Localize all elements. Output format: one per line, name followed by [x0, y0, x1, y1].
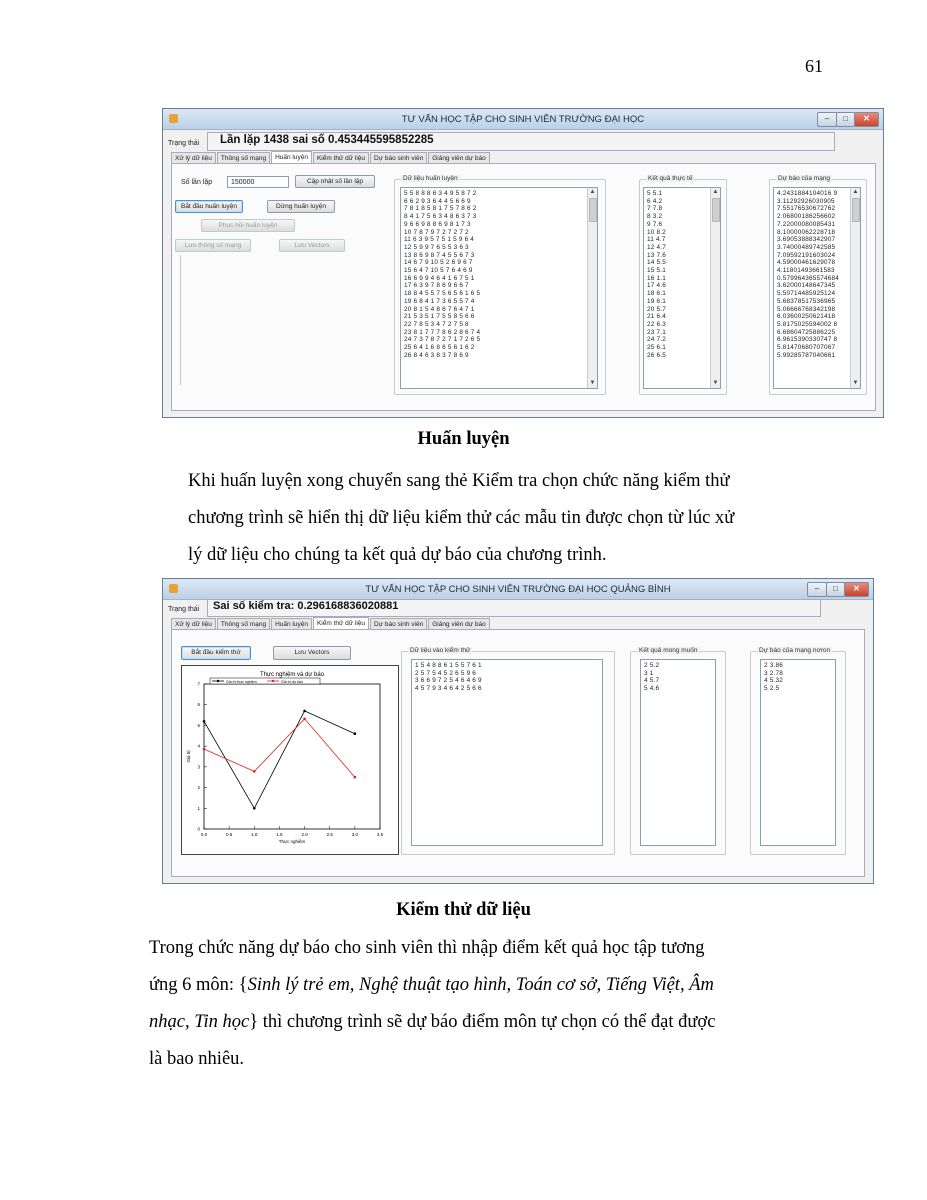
- minimize-icon[interactable]: –: [807, 582, 827, 597]
- actual-item: 24 7.2: [647, 336, 666, 344]
- forecast-item: 2.06800186256602: [777, 213, 836, 221]
- forecast-item: 6.68604725886225: [777, 328, 836, 336]
- status-label: Trạng thái: [168, 606, 200, 613]
- close-icon[interactable]: ✕: [844, 582, 869, 597]
- train-data-item: 22 7 8 5 3 4 7 2 7 5 8: [404, 320, 469, 328]
- neural-item: 3 2.78: [764, 669, 783, 677]
- train-data-item: 20 8 1 5 4 8 6 7 6 4 7 1: [404, 305, 475, 313]
- test-input-list[interactable]: [411, 659, 603, 846]
- actual-item: 16 1.1: [647, 274, 666, 282]
- plot-area: [204, 684, 380, 829]
- tab-training[interactable]: Huấn luyện: [271, 618, 312, 630]
- forecast-label: Dự báo của mạng: [778, 175, 831, 182]
- x-tick-label: 1.5: [276, 832, 283, 837]
- forecast-item: 5.50714485925124: [777, 290, 836, 298]
- forecast-item: 4.11801493661583: [777, 267, 835, 275]
- data-point: [203, 720, 206, 723]
- paragraph-2-line-2-a: ứng 6 môn: {: [149, 975, 248, 995]
- train-data-item: 17 6 3 9 7 8 6 9 6 6 7: [404, 282, 469, 290]
- y-tick-label: 7: [197, 681, 200, 687]
- tab-test-data[interactable]: Kiểm thử dữ liệu: [313, 617, 369, 630]
- scroll-up-icon[interactable]: ▲: [852, 189, 859, 195]
- forecast-item: 7.22000080085431: [777, 220, 836, 228]
- start-training-button[interactable]: Bắt đầu huấn luyện: [175, 200, 243, 213]
- update-iter-button[interactable]: Cập nhật số lần lặp: [295, 175, 375, 188]
- y-tick-label: 1: [197, 805, 200, 811]
- training-window: [162, 108, 884, 418]
- test-input-item: 4 5 7 9 3 4 6 4 2 5 6 6: [415, 685, 482, 693]
- iter-label: Số lần lặp: [181, 179, 213, 186]
- paragraph-2-line-1: Trong chức năng dự báo cho sinh viên thì nhập điểm kết quả học tập tương: [149, 938, 705, 958]
- forecast-item: 7.09592191603024: [777, 251, 836, 259]
- scroll-thumb[interactable]: [712, 198, 720, 222]
- train-data-item: 24 7 3 7 8 7 2 7 1 7 2 6 5: [404, 336, 481, 344]
- x-tick-label: 3.0: [351, 832, 358, 837]
- expected-list[interactable]: [640, 659, 716, 846]
- forecast-item: 5.68378517536965: [777, 297, 836, 305]
- actual-item: 17 4.6: [647, 282, 666, 290]
- data-point: [303, 718, 306, 721]
- scrollbar[interactable]: [850, 188, 860, 388]
- legend-marker: [217, 680, 219, 682]
- x-tick-label: 0.0: [200, 832, 208, 837]
- line-chart: [182, 666, 398, 854]
- actual-item: 6 4.2: [647, 197, 663, 205]
- actual-item: 11 4.7: [647, 236, 666, 244]
- scrollbar[interactable]: [587, 188, 597, 388]
- actual-item: 20 5.7: [647, 305, 666, 313]
- actual-item: 22 6.3: [647, 320, 666, 328]
- chart-title: Thực nghiệm và dự báo: [259, 672, 325, 678]
- neural-lines: [761, 660, 835, 693]
- forecast-item: 6.9615390330747 8: [777, 336, 838, 344]
- forecast-item: 7.55176530672762: [777, 205, 836, 213]
- test-input-label: Dữ liệu vào kiểm thử: [410, 647, 471, 654]
- expected-lines: [641, 660, 715, 693]
- tab-student-forecast[interactable]: Dự báo sinh viên: [370, 152, 427, 164]
- actual-item: 8 3.2: [647, 213, 663, 221]
- train-data-item: 8 4 1 7 5 6 3 4 8 6 3 7 3: [404, 213, 477, 221]
- forecast-item: 3.11292926030905: [777, 197, 835, 205]
- scroll-down-icon[interactable]: ▼: [589, 380, 596, 386]
- train-data-item: 26 8 4 6 3 8 3 7 8 6 9: [404, 351, 469, 359]
- data-point: [303, 710, 306, 713]
- forecast-item: 6.03600250621418: [777, 313, 836, 321]
- save-params-button[interactable]: Lưu thông số mạng: [175, 239, 251, 252]
- actual-label: Kết quả thực tế: [648, 175, 693, 182]
- forecast-item: 5.06666768342198: [777, 305, 836, 313]
- test-input-lines: [412, 660, 602, 693]
- title-bar: [163, 579, 873, 600]
- paragraph-1-line-2: chương trình sẽ hiển thị dữ liệu kiểm thử các mẫu tin được chọn từ lúc xử: [188, 508, 735, 528]
- forecast-lines: [774, 188, 860, 359]
- neural-label: Dự báo của mạng nơron: [759, 647, 831, 654]
- train-data-item: 13 8 6 9 8 7 4 5 5 6 7 3: [404, 251, 475, 259]
- train-data-item: 9 6 6 9 8 8 6 9 8 1 7 3: [404, 220, 471, 228]
- actual-item: 10 8.2: [647, 228, 666, 236]
- series-line-1: [204, 719, 355, 777]
- train-data-item: 16 6 9 9 4 6 4 1 6 7 5 1: [404, 274, 475, 282]
- train-data-item: 18 8 4 5 5 7 5 6 5 6 1 6 5: [404, 290, 481, 298]
- train-data-item: 25 6 4 1 6 8 6 5 6 1 6 2: [404, 344, 475, 352]
- actual-item: 13 7.6: [647, 251, 666, 259]
- paragraph-2-line-2: [149, 967, 715, 1004]
- train-data-item: 10 7 8 7 9 7 2 7 2 7 2: [404, 228, 469, 236]
- train-data-item: 5 5 8 8 8 6 3 4 9 5 8 7 2: [404, 190, 477, 197]
- y-tick-label: 3: [197, 764, 200, 770]
- y-tick-label: 0: [197, 826, 200, 832]
- actual-item: 26 6.5: [647, 351, 666, 359]
- tab-lecturer-forecast[interactable]: Giảng viên dự báo: [428, 618, 490, 630]
- paragraph-2: [149, 930, 715, 1078]
- data-point: [203, 748, 206, 751]
- status-text: Lần lặp 1438 sai số 0.453445595852285: [220, 134, 434, 146]
- actual-item: 7 7.8: [647, 205, 663, 213]
- paragraph-1-line-1: Khi huấn luyện xong chuyển sang thẻ Kiểm tra chọn chức năng kiểm thử: [188, 471, 730, 491]
- train-data-item: 14 6 7 9 10 5 2 6 9 6 7: [404, 259, 473, 267]
- subject-list: Sinh lý trẻ em, Nghệ thuật tạo hình, Toán cơ sở, Tiếng Việt, Âm: [247, 975, 714, 995]
- window-title: TƯ VẤN HỌC TẬP CHO SINH VIÊN TRƯỜNG ĐẠI HỌC QUẢNG BÌNH: [365, 584, 671, 595]
- tab-data-processing[interactable]: Xử lý dữ liệu: [171, 152, 216, 164]
- forecast-item: 0.579964365574684: [777, 274, 840, 282]
- save-vectors-button[interactable]: Lưu Vectors: [279, 239, 345, 252]
- data-point: [354, 776, 357, 779]
- actual-lines: [644, 188, 720, 359]
- forecast-item: 5.99285787040661: [777, 351, 836, 359]
- forecast-item: 8.10000062228718: [777, 228, 836, 236]
- forecast-item: 4.59000461629078: [777, 259, 836, 267]
- expected-item: 3 1: [644, 669, 654, 677]
- expected-label: Kết quả mong muốn: [639, 647, 698, 654]
- test-input-item: 3 6 6 9 7 2 5 4 6 4 6 9: [415, 677, 482, 685]
- page-number: 61: [805, 56, 823, 76]
- train-data-item: 11 6 3 9 5 7 5 1 5 9 6 4: [404, 236, 475, 244]
- maximize-icon[interactable]: □: [836, 112, 855, 127]
- status-label: Trạng thái: [168, 140, 200, 147]
- expected-item: 5 4.6: [644, 685, 660, 693]
- x-tick-label: 0.5: [226, 832, 233, 837]
- train-data-label: Dữ liệu huấn luyện: [403, 175, 458, 182]
- subject-list-end: nhạc, Tin học: [149, 1012, 250, 1032]
- maximize-icon[interactable]: □: [826, 582, 845, 597]
- x-axis-label: Thực nghiệm: [278, 839, 306, 844]
- scroll-down-icon[interactable]: ▼: [852, 380, 859, 386]
- paragraph-2-line-4: là bao nhiêu.: [149, 1049, 245, 1069]
- forecast-item: 3.62000148647345: [777, 282, 836, 290]
- tab-training[interactable]: Huấn luyện: [271, 151, 312, 164]
- chart-frame: [181, 665, 399, 855]
- scrollbar[interactable]: [710, 188, 720, 388]
- actual-item: 18 6.1: [647, 290, 666, 298]
- x-tick-label: 3.5: [376, 832, 384, 837]
- actual-item: 5 5.1: [647, 190, 663, 197]
- scroll-down-icon[interactable]: ▼: [712, 380, 719, 386]
- save-vectors-button[interactable]: Lưu Vectors: [273, 646, 351, 660]
- x-tick-label: 2.5: [326, 832, 333, 837]
- neural-item: 2 3.86: [764, 662, 783, 669]
- y-tick-label: 4: [197, 743, 200, 749]
- y-tick-label: 5: [197, 722, 200, 728]
- data-point: [354, 732, 357, 735]
- train-data-item: 7 8 1 8 5 8 1 7 5 7 8 6 2: [404, 205, 477, 213]
- actual-item: 25 6.1: [647, 344, 666, 352]
- y-tick-label: 6: [197, 702, 200, 708]
- forecast-item: 3.69053888342907: [777, 236, 836, 244]
- train-data-item: 6 6 2 9 3 6 4 4 5 6 6 9: [404, 197, 471, 205]
- expected-item: 4 5.7: [644, 677, 660, 685]
- data-point: [253, 807, 256, 810]
- actual-item: 21 6.4: [647, 313, 666, 321]
- forecast-list[interactable]: [773, 187, 861, 389]
- status-text: Sai số kiểm tra: 0.296168836020881: [213, 600, 399, 612]
- scroll-up-icon[interactable]: ▲: [712, 189, 719, 195]
- actual-item: 15 5.1: [647, 267, 666, 275]
- scroll-thumb[interactable]: [852, 198, 860, 222]
- start-test-button[interactable]: Bắt đầu kiểm thử: [181, 646, 251, 660]
- scroll-up-icon[interactable]: ▲: [589, 189, 596, 195]
- data-point: [253, 770, 256, 773]
- paragraph-2-line-3-b: } thì chương trình sẽ dự báo điểm môn tự chọn có thể đạt được: [249, 1012, 716, 1032]
- actual-item: 19 6.1: [647, 297, 666, 305]
- forecast-item: 5.81470680707067: [777, 344, 836, 352]
- testing-window: [162, 578, 874, 884]
- x-tick-label: 2.0: [301, 832, 308, 837]
- scroll-thumb[interactable]: [589, 198, 597, 222]
- train-data-item: 15 6 4 7 10 5 7 6 4 6 9: [404, 267, 473, 275]
- legend-marker: [272, 680, 274, 682]
- test-input-item: 1 5 4 8 8 6 1 5 5 7 6 1: [415, 662, 482, 669]
- legend-label: Giá trị thực nghiệm: [226, 680, 257, 684]
- tab-network-params[interactable]: Thông số mạng: [217, 618, 270, 630]
- actual-item: 14 5.5: [647, 259, 666, 267]
- restore-training-button[interactable]: Phục hồi huấn luyện: [201, 219, 295, 232]
- tab-student-forecast[interactable]: Dự báo sinh viên: [370, 618, 427, 630]
- forecast-item: 3.74000489742585: [777, 243, 836, 251]
- iter-input[interactable]: 150000: [227, 176, 289, 188]
- neural-item: 4 5.32: [764, 677, 783, 685]
- neural-item: 5 2.5: [764, 685, 780, 693]
- paragraph-1-line-3: lý dữ liệu cho chúng ta kết quả dự báo của chương trình.: [188, 545, 607, 565]
- caption-testing: Kiểm thử dữ liệu: [396, 900, 531, 920]
- close-icon[interactable]: ✕: [854, 112, 879, 127]
- actual-item: 9 7.6: [647, 220, 663, 228]
- window-title: TƯ VẤN HỌC TẬP CHO SINH VIÊN TRƯỜNG ĐẠI HỌC: [401, 114, 645, 125]
- vertical-divider: [180, 255, 181, 385]
- forecast-item: 5.8175025594002 8: [777, 320, 838, 328]
- actual-item: 23 7.1: [647, 328, 666, 336]
- tab-data-processing[interactable]: Xử lý dữ liệu: [171, 618, 216, 630]
- tab-lecturer-forecast[interactable]: Giảng viên dự báo: [428, 152, 490, 164]
- expected-item: 2 5.2: [644, 662, 660, 669]
- neural-list[interactable]: [760, 659, 836, 846]
- actual-item: 12 4.7: [647, 243, 666, 251]
- stop-training-button[interactable]: Dừng huấn luyện: [267, 200, 335, 213]
- train-data-lines: [401, 188, 597, 359]
- series-line-0: [204, 711, 355, 808]
- train-data-item: 19 6 8 4 1 7 3 6 5 5 7 4: [404, 297, 475, 305]
- train-data-item: 23 8 1 7 7 7 8 6 2 8 6 7 4: [404, 328, 481, 336]
- legend-label: Giá trị dự báo: [281, 680, 303, 684]
- tab-network-params[interactable]: Thông số mạng: [217, 152, 270, 164]
- x-tick-label: 1.0: [251, 832, 258, 837]
- train-data-list[interactable]: [400, 187, 598, 389]
- caption-training: Huấn luyện: [417, 429, 510, 449]
- title-bar: [163, 109, 883, 130]
- y-tick-label: 2: [197, 785, 200, 791]
- train-data-item: 21 5 3 5 1 7 5 5 8 5 6 6: [404, 313, 475, 321]
- paragraph-1: [188, 463, 734, 574]
- actual-list[interactable]: [643, 187, 721, 389]
- y-axis-label: Giá trị: [186, 750, 191, 763]
- train-data-item: 12 5 9 9 7 6 5 5 3 6 3: [404, 243, 469, 251]
- minimize-icon[interactable]: –: [817, 112, 837, 127]
- forecast-item: 4.2431884104016 9: [777, 190, 838, 197]
- test-input-item: 2 5 7 5 4 5 2 6 5 9 6: [415, 669, 477, 677]
- paragraph-2-line-3: [149, 1004, 715, 1041]
- tab-test-data[interactable]: Kiểm thử dữ liệu: [313, 152, 369, 164]
